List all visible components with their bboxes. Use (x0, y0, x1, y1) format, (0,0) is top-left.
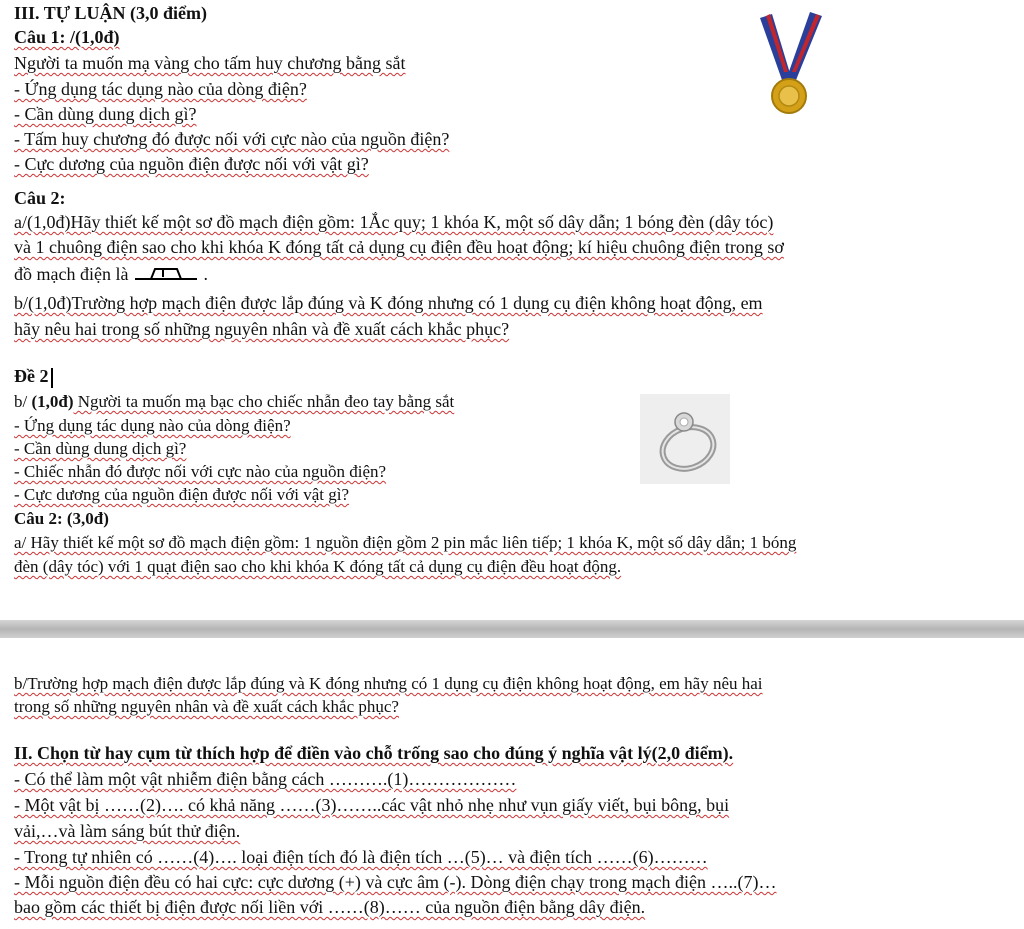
q2-title: Câu 2: (14, 188, 66, 208)
q1-intro: Người ta muốn mạ vàng cho tấm huy chương bằng sắt (14, 53, 406, 73)
part2-line: - Trong tự nhiên có ……(4)…. loại điện tích đó là điện tích …(5)… và điện tích ……(6)……… (14, 847, 708, 867)
de2-q2-title: Câu 2: (3,0đ) (14, 509, 109, 528)
part2-line: - Mỗi nguồn điện đều có hai cực: cực dương (+) và cực âm (-). Dòng điện chạy trong mạch điện …..(7)… (14, 872, 777, 892)
de2-b-points: (1,0đ) (31, 392, 74, 411)
q2-a-line (14, 263, 208, 287)
de2-b-intro (14, 391, 454, 413)
part3-title: III. TỰ LUẬN (3,0 điểm) (14, 3, 208, 23)
de2-b-prefix: b/ (14, 392, 32, 411)
de2-b-intro-text: Người ta muốn mạ bạc cho chiếc nhẫn đeo tay bằng sắt (73, 392, 455, 411)
text-cursor (51, 368, 53, 388)
de2-item: - Ứng dụng tác dụng nào của dòng điện? (14, 416, 291, 435)
de2-item: - Cực dương của nguồn điện được nối với vật gì? (14, 485, 350, 504)
de2-item: - Chiếc nhẫn đó được nối với cực nào của nguồn điện? (14, 462, 387, 481)
de2-title (14, 365, 53, 388)
part2-line: vải,…và làm sáng bút thử điện. (14, 821, 241, 841)
q2-a-line: a/(1,0đ)Hãy thiết kế một sơ đồ mạch điện gồm: 1Ắc quy; 1 khóa K, một số dây dẫn; 1 bóng đèn (dây tóc) (14, 212, 774, 232)
part2-line: - Một vật bị ……(2)…. có khả năng ……(3)……..các vật nhỏ nhẹ như vụn giấy viết, bụi bông, bụi (14, 795, 730, 815)
part2-title: II. Chọn từ hay cụm từ thích hợp để điền vào chỗ trống sao cho đúng ý nghĩa vật lý(2,0 điểm). (14, 743, 734, 763)
de2-b2-line: trong số những nguyên nhân và đề xuất cách khắc phục? (14, 697, 399, 716)
part2-line: bao gồm các thiết bị điện được nối liền với ……(8)…… của nguồn điện bằng dây điện. (14, 897, 646, 917)
part2-line: - Có thể làm một vật nhiễm điện bằng cách ……….(1)……………… (14, 769, 517, 789)
q1-title: Câu 1: /(1,0đ) (14, 27, 120, 47)
q1-item: - Cần dùng dung dịch gì? (14, 104, 197, 124)
q2-b-line: b/(1,0đ)Trường hợp mạch điện được lắp đúng và K đóng nhưng có 1 dụng cụ điện không hoạt động, em (14, 293, 763, 313)
silver-ring-image (640, 394, 730, 484)
q2-a-line3-end: . (203, 264, 208, 284)
page-separator (0, 620, 1024, 638)
de2-a-line: a/ Hãy thiết kế một sơ đồ mạch điện gồm: 1 nguồn điện gồm 2 pin mắc liên tiếp; 1 khóa K, một số dây dẫn; 1 bóng (14, 533, 797, 552)
de2-item: - Cần dùng dung dịch gì? (14, 439, 187, 458)
q1-item: - Ứng dụng tác dụng nào của dòng điện? (14, 79, 307, 99)
de2-a-line: đèn (dây tóc) với 1 quạt điện sao cho khi khóa K đóng tất cả dụng cụ điện đều hoạt động. (14, 557, 622, 576)
de2-title-text: Đề 2 (14, 366, 49, 386)
q2-b-line: hãy nêu hai trong số những nguyên nhân và đề xuất cách khắc phục? (14, 319, 510, 339)
q2-a-line: và 1 chuông điện sao cho khi khóa K đóng tất cả dụng cụ điện đều hoạt động; kí hiệu chuông điện trong sơ (14, 237, 784, 257)
q2-a-line3-text: đồ mạch điện là (14, 264, 129, 284)
bell-symbol-icon (133, 264, 199, 287)
q1-item: - Tấm huy chương đó được nối với cực nào của nguồn điện? (14, 129, 450, 149)
q1-item: - Cực dương của nguồn điện được nối với vật gì? (14, 154, 369, 174)
de2-b2-line: b/Trường hợp mạch điện được lắp đúng và K đóng nhưng có 1 dụng cụ điện không hoạt động, em hãy nêu hai (14, 674, 763, 693)
gold-medal-image (752, 10, 832, 120)
